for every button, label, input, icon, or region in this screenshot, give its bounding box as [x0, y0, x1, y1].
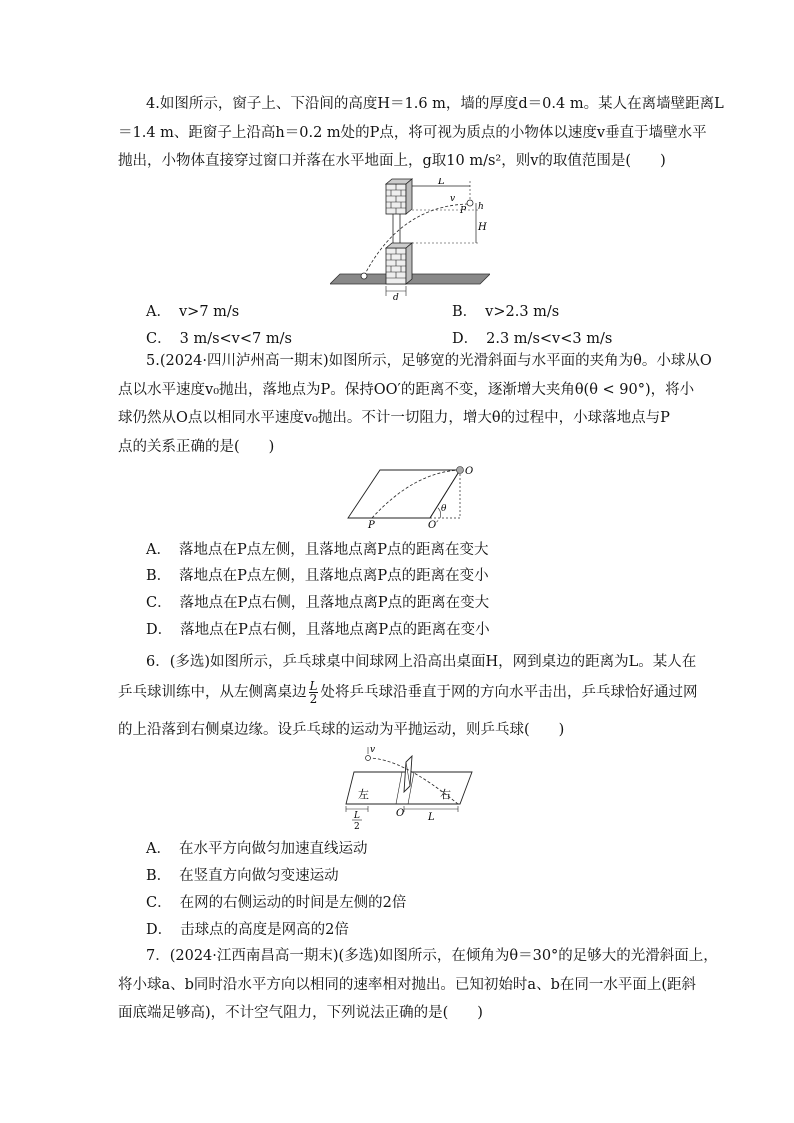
question-4-option-d: D． 2.3 m/s<v<3 m/s: [452, 331, 613, 347]
question-4-figure: [330, 178, 490, 302]
label-L: L: [428, 812, 435, 823]
label-O: O: [396, 808, 405, 819]
question-4-stem: [118, 90, 724, 176]
question-7-line-1: 7．(2024·江西南昌高一期末)(多选)如图所示，在倾角为θ＝30°的足够大的光滑斜面上，: [146, 948, 718, 964]
question-6-option-d: D． 击球点的高度是网高的2倍: [146, 922, 349, 938]
question-6-stem-cont: [118, 716, 684, 745]
fraction-l-over-2: $\frac{L}{2}$: [309, 679, 318, 706]
question-5-figure: [344, 462, 492, 532]
question-7-stem: [118, 942, 718, 1028]
label-half-num: L: [354, 811, 360, 821]
question-5-stem: [118, 347, 712, 461]
question-5-option-b: B． 落地点在P点左侧，且落地点离P点的距离在变小: [146, 568, 489, 584]
question-4-option-c: C． 3 m/s<v<7 m/s: [146, 331, 292, 347]
question-5-line-1: 5.(2024·四川泸州高一期末)如图所示，足够宽的光滑斜面与水平面的夹角为θ。小球从O: [146, 353, 712, 369]
question-5-line-2: 点以水平速度v₀抛出，落地点为P。保持OO′的距离不变，逐渐增大夹角θ(θ < 90°)，将小: [118, 381, 695, 398]
label-v: v: [450, 194, 456, 204]
label-left: 左: [358, 788, 369, 801]
question-4-line-2: ＝1.4 m、距窗子上沿高h＝0.2 m处的P点，将可视为质点的小物体以速度v垂直于墙壁水平: [118, 124, 707, 141]
label-O: O: [465, 466, 474, 477]
question-4-line-1: 4.如图所示，窗子上、下沿间的高度H＝1.6 m，墙的厚度d＝0.4 m。某人在离墙壁距离L: [146, 96, 724, 112]
question-6-option-b: B． 在竖直方向做匀变速运动: [146, 868, 339, 884]
label-v: v: [370, 745, 376, 755]
question-4-line-3: 抛出，小物体直接穿过窗口并落在水平地面上，g取10 m/s²，则v的取值范围是( ): [118, 153, 666, 169]
question-6-line-1: 6．(多选)如图所示，乒乓球桌中间球网上沿高出桌面H，网到桌边的距离为L。某人在: [146, 654, 697, 670]
lower-wall-block: [386, 243, 412, 284]
label-L: L: [438, 178, 445, 187]
label-d: d: [393, 293, 399, 302]
question-4-option-a: A． v>7 m/s: [146, 304, 240, 320]
question-5-line-3: 球仍然从O点以相同水平速度v₀抛出。不计一切阻力，增大θ的过程中，小球落地点与P: [118, 410, 670, 426]
question-7-line-2: 将小球a、b同时沿水平方向以相同的速率相对抛出。已知初始时a、b在同一水平面上(距斜: [118, 976, 697, 993]
label-H: H: [478, 222, 487, 233]
question-5-line-4: 点的关系正确的是( ): [118, 438, 275, 455]
label-O-prime: O′: [428, 520, 439, 531]
question-5-option-c: C． 落地点在P点右侧，且落地点离P点的距离在变大: [146, 595, 490, 611]
label-half-den: 2: [354, 822, 360, 830]
question-5-option-d: D． 落地点在P点右侧，且落地点离P点的距离在变小: [146, 622, 490, 638]
question-7-line-3: 面底端足够高)，不计空气阻力，下列说法正确的是( ): [118, 1005, 483, 1021]
upper-wall-block: [386, 179, 412, 214]
ping-pong-ball: [366, 756, 371, 761]
question-6-option-c: C． 在网的右侧运动的时间是左侧的2倍: [146, 895, 407, 911]
label-right: 右: [440, 788, 451, 801]
label-P: P: [368, 520, 375, 531]
question-6-option-a: A． 在水平方向做匀加速直线运动: [146, 841, 368, 857]
question-5-option-a: A． 落地点在P点左侧，且落地点离P点的距离在变大: [146, 542, 489, 558]
question-6-line-3: 的上沿落到右侧桌边缘。设乒乓球的运动为平抛运动，则乒乓球( ): [118, 722, 565, 738]
ball-o: [457, 467, 464, 474]
question-6-figure: [344, 744, 480, 830]
question-4-option-b: B． v>2.3 m/s: [452, 304, 560, 320]
label-P: P: [460, 206, 467, 216]
label-h: h: [478, 202, 484, 212]
question-6-stem: [118, 648, 697, 677]
label-theta: θ: [441, 504, 447, 514]
question-6-line-2: 乒乓球训练中，从左侧离桌边 $\frac{L}{2}$ 处将乒乓球沿垂直于网的方向水平击出，乒乓球恰好通过网: [118, 679, 698, 706]
ball-p: [467, 200, 473, 206]
